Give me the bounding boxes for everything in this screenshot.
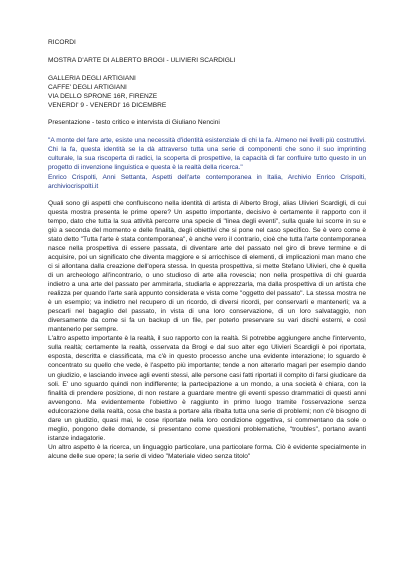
quote-text: "A monte del fare arte, esiste una necessità d'identità esistenziale di chi la fa. Almeno nei livelli più costruttivi. Chi la fa, questa identità se la dà attraverso tutta una serie di componenti che sono il suo imprinting culturale, la sua riscoperta di radici, la scoperta di prospettive, la capacità di far confluire tutto questo in un progetto di invenzione linguistica e questa è la realtà della ricerca." (48, 137, 366, 172)
epigraph-quote (48, 136, 366, 190)
document-title: RICORDI (48, 39, 76, 46)
body-paragraph-reality: L'altro aspetto importante è la realtà, il suo rapporto con la realtà. Si potrebbe aggiungere anche l'intervento, sulla realtà; certamente la realtà, osservata da Brogi e dal suo alter ego Ulivieri Scardigli è poi riportata, esposta, descritta e classificata, ma c'è in questo processo anche una evidente interazione; lo sguardo è concentrato su quello che vede, è l'aspetto più importante; tende a non alterarlo magari per esempio dando un giudizio, e lasciando invece agli eventi stessi, alle persone casi fatti riportati il compito di farsi giudicare da soli. E' uno sguardo quindi non indifferente; la partecipazione a un mondo, a una società è chiara, con la finalità di prendere posizione, di non restare a guardare mentre gli eventi spesso drammatici di questi anni avvengono. Ma evidentemente l'obiettivo è raggiunto in primo luogo tramite l'osservazione senza edulcorazione della realtà, cosa che basta a portare alla ribalta tutta una serie di problemi; non c'è bisogno di dare un giudizio, quasi mai, le cose riportate nella loro condizione oggettiva, si commentano da sole o meglio, pongono delle domande, si presentano come questioni problematiche, "troubles", portano avanti istanze indagatorie. (48, 335, 366, 442)
presentation-line: Presentazione - testo critico e intervista di Giuliano Nencini (48, 119, 220, 127)
exhibition-title: MOSTRA D'ARTE DI ALBERTO BROGI - ULIVIERI SCARDIGLI (48, 57, 236, 65)
body-paragraph-research: Un altro aspetto è la ricerca, un linguaggio particolare, una particolare forma. Ciò è evidente specialmente in alcune delle sue opere; la serie di video "Materiale video senza titolo" (48, 443, 366, 460)
venue-line-dates: VENERDI' 9 - VENERDI' 16 DICEMBRE (48, 102, 167, 110)
document-content (48, 38, 366, 461)
quote-citation: Enrico Crispolti, Anni Settanta, Aspetti dell'arte contemporanea in Italia, Archivio Enrico Crispolti, archiviocrispolti.it (48, 173, 366, 190)
venue-line-address: VIA DELLO SPRONE 16R, FIRENZE (48, 93, 158, 101)
venue-line-cafe: CAFFE' DEGLI ARTIGIANI (48, 84, 127, 92)
body-paragraph-time: Quali sono gli aspetti che confluiscono nella identità di artista di Alberto Brogi, alias Ulivieri Scardigli, di cui questa mostra presenta le prime opere? Un aspetto importante, decisivo è certamente il rapporto con il tempo, dato che tutta la sua attività percorre una specie di "linea degli eventi", sulla quale lui scorre in su e giù a seconda del momento e delle finalità, degli obiettivi che si pone nel caso specifico. Se è vero come è stato detto "Tutta l'arte è stata contemporanea", è anche vero il contrario, cioè che tutta l'arte contemporanea nasce nella prospettiva di essere passata, di diventare arte del passato nel giro di breve termine e di acquisire, poi un significato che diventa maggiore e si arricchisce di elementi, di implicazioni man mano che ci si allontana dalla creazione dell'opera stessa. In questa prospettiva, si mette Stefano Ulivieri, che è quella di un archeologo all'incontrario, o uno studioso di arte alla rovescia; non nella prospettiva di chi guarda indietro a una arte del passato per ammirarla, studiarla e apprezzarla, ma dalla prospettiva di un artista che realizza per quando l'arte sarà appunto considerata e vista come "oggetto del passato". La stessa mostra ne è un esempio; va indietro nel recupero di un ricordo, di diversi ricordi, per conservarli e mantenerli; va a pescarli nel bagaglio del passato, in vista di una loro conservazione, di un loro salvataggio, non diversamente da come si fa un backup di un file, per poterlo preservare su vari dischi esterni, e così mantenerlo per sempre. (48, 199, 366, 334)
venue-line-gallery: GALLERIA DEGLI ARTIGIANI (48, 75, 136, 83)
